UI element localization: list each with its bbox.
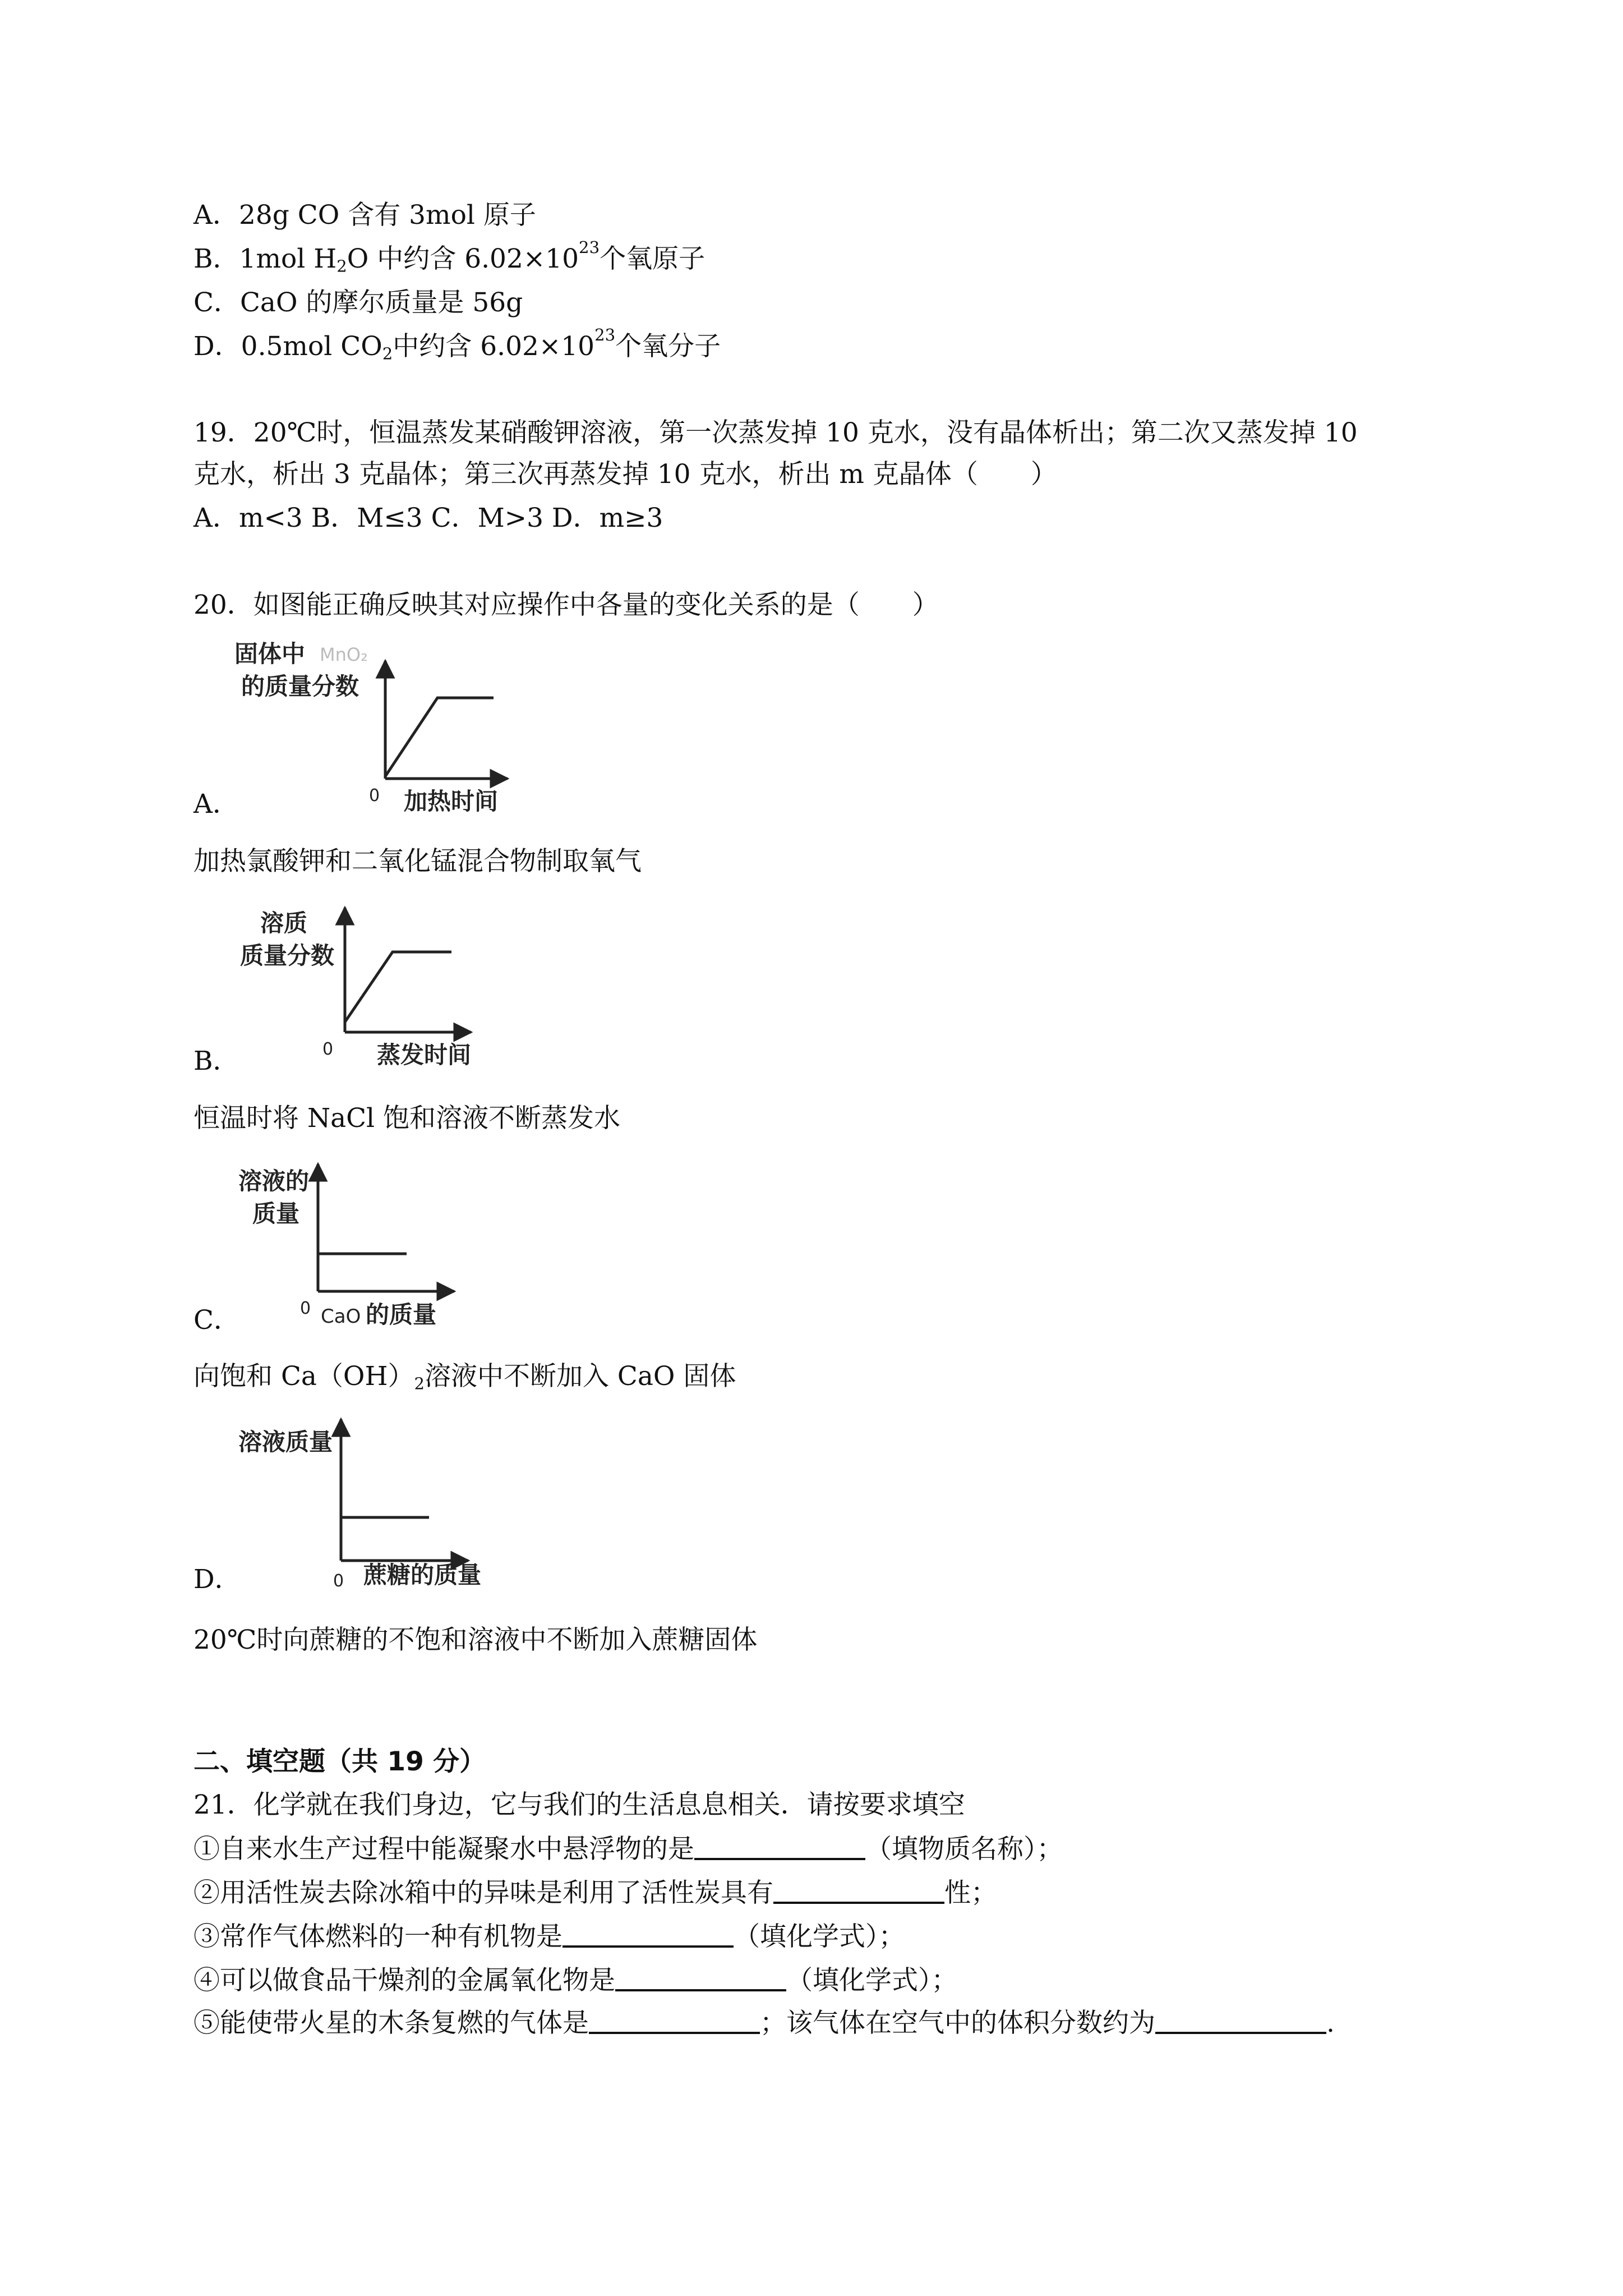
q21-item-1-text: ①自来水生产过程中能凝聚水中悬浮物的是 (193, 1834, 694, 1865)
q21-item-3-text: （填化学式）； (734, 1921, 905, 1952)
option-a-label: A． (193, 789, 239, 820)
q19-options: A．m<3 B．M≤3 C．M>3 D．m≥3 (193, 503, 663, 533)
graph-c-xlabel: 的质量 (366, 1301, 437, 1328)
answer-blank[interactable] (773, 1879, 944, 1904)
q18-option-a: A．28g CO 含有 3mol 原子 (193, 200, 536, 231)
q21-item-3 (193, 1923, 905, 1950)
q18-option-b-text: 个氧原子 (600, 243, 706, 274)
q19-stem-line1: 19．20℃时，恒温蒸发某硝酸钾溶液，第一次蒸发掉 10 克水，没有晶体析出；第二次又蒸发掉 10 (193, 417, 1358, 448)
subscript: 2 (414, 1374, 425, 1393)
q21-item-5-text: . (1326, 2008, 1335, 2039)
subscript: 2 (336, 256, 347, 276)
q21-stem: 21．化学就在我们身边，它与我们的生活息息相关．请按要求填空 (193, 1789, 965, 1820)
graph-b-caption: 恒温时将 NaCl 饱和溶液不断蒸发水 (193, 1103, 621, 1134)
graph-d-caption: 20℃时向蔗糖的不饱和溶液中不断加入蔗糖固体 (193, 1625, 758, 1655)
q21-item-4-text: ④可以做食品干燥剂的金属氧化物是 (193, 1965, 615, 1996)
graph-b-ylabel-line1: 溶质 (260, 909, 308, 937)
q21-item-5-text: ⑤能使带火星的木条复燃的气体是 (193, 2008, 589, 2039)
q18-option-d-text: D．0.5mol CO (193, 331, 382, 362)
graph-d-origin: 0 (333, 1571, 344, 1591)
q21-item-4-text: （填化学式）； (786, 1965, 958, 1996)
answer-blank[interactable] (589, 2009, 760, 2034)
graph-c-origin: 0 (300, 1299, 311, 1318)
answer-blank[interactable] (615, 1967, 786, 1991)
q21-item-1-text: （填物质名称）； (865, 1834, 1063, 1865)
q19-stem-line2: 克水，析出 3 克晶体；第三次再蒸发掉 10 克水，析出 m 克晶体（ ） (193, 459, 1057, 490)
q18-option-b-text: B．1mol H (193, 243, 337, 274)
graph-c-ylabel-line1: 溶液的 (238, 1167, 310, 1195)
graph-b-ylabel-line2: 质量分数 (240, 942, 335, 969)
superscript: 23 (594, 325, 616, 344)
option-c-label: C． (193, 1305, 240, 1336)
option-b-label: B． (193, 1046, 239, 1076)
graph-b-origin: 0 (322, 1039, 334, 1059)
graph-b-xlabel: 蒸发时间 (377, 1041, 472, 1069)
q20-stem: 20．如图能正确反映其对应操作中各量的变化关系的是（ ） (193, 590, 939, 620)
superscript: 23 (579, 237, 600, 257)
option-d-label: D． (193, 1564, 241, 1595)
q21-item-2-text: 性； (944, 1878, 997, 1908)
q18-option-d-text: 中约含 6.02×10 (393, 331, 595, 362)
answer-blank[interactable] (694, 1835, 865, 1860)
q21-item-5-text: ；该气体在空气中的体积分数约为 (760, 2008, 1155, 2039)
answer-blank[interactable] (562, 1923, 734, 1948)
q18-option-d-text: 个氧分子 (615, 331, 721, 362)
q18-option-c: C．CaO 的摩尔质量是 56g (193, 287, 523, 318)
graph-c-ylabel-line2: 质量 (252, 1200, 300, 1227)
subscript: 2 (382, 344, 393, 364)
graph-c-caption-text: 溶液中不断加入 CaO 固体 (424, 1361, 736, 1392)
graph-d-xlabel: 蔗糖的质量 (363, 1561, 482, 1589)
graph-a-caption: 加热氯酸钾和二氧化锰混合物制取氧气 (193, 846, 642, 877)
graph-c-xlabel-formula: CaO (321, 1305, 361, 1328)
graph-d-ylabel: 溶液质量 (238, 1428, 333, 1456)
graph-c-caption-text: 向饱和 Ca（OH） (193, 1361, 414, 1392)
q21-item-1 (193, 1834, 1063, 1865)
q21-item-2 (193, 1879, 997, 1906)
q18-option-b-text: O 中约含 6.02×10 (347, 243, 579, 274)
q21-item-2-text: ②用活性炭去除冰箱中的异味是利用了活性炭具有 (193, 1878, 773, 1908)
q21-item-3-text: ③常作气体燃料的一种有机物是 (193, 1921, 562, 1952)
q21-item-4 (193, 1967, 958, 1994)
graph-a-xlabel: 加热时间 (404, 788, 499, 815)
graph-a-ylabel-line1: 固体中 (234, 640, 306, 668)
q21-item-5 (193, 2008, 1335, 2039)
graph-a-ylabel-formula: MnO₂ (320, 644, 368, 665)
graph-a-ylabel-line2: 的质量分数 (241, 673, 359, 700)
answer-blank[interactable] (1155, 2009, 1326, 2034)
section2-heading: 二、填空题（共 19 分） (193, 1746, 486, 1777)
graph-a-origin: 0 (369, 786, 380, 806)
